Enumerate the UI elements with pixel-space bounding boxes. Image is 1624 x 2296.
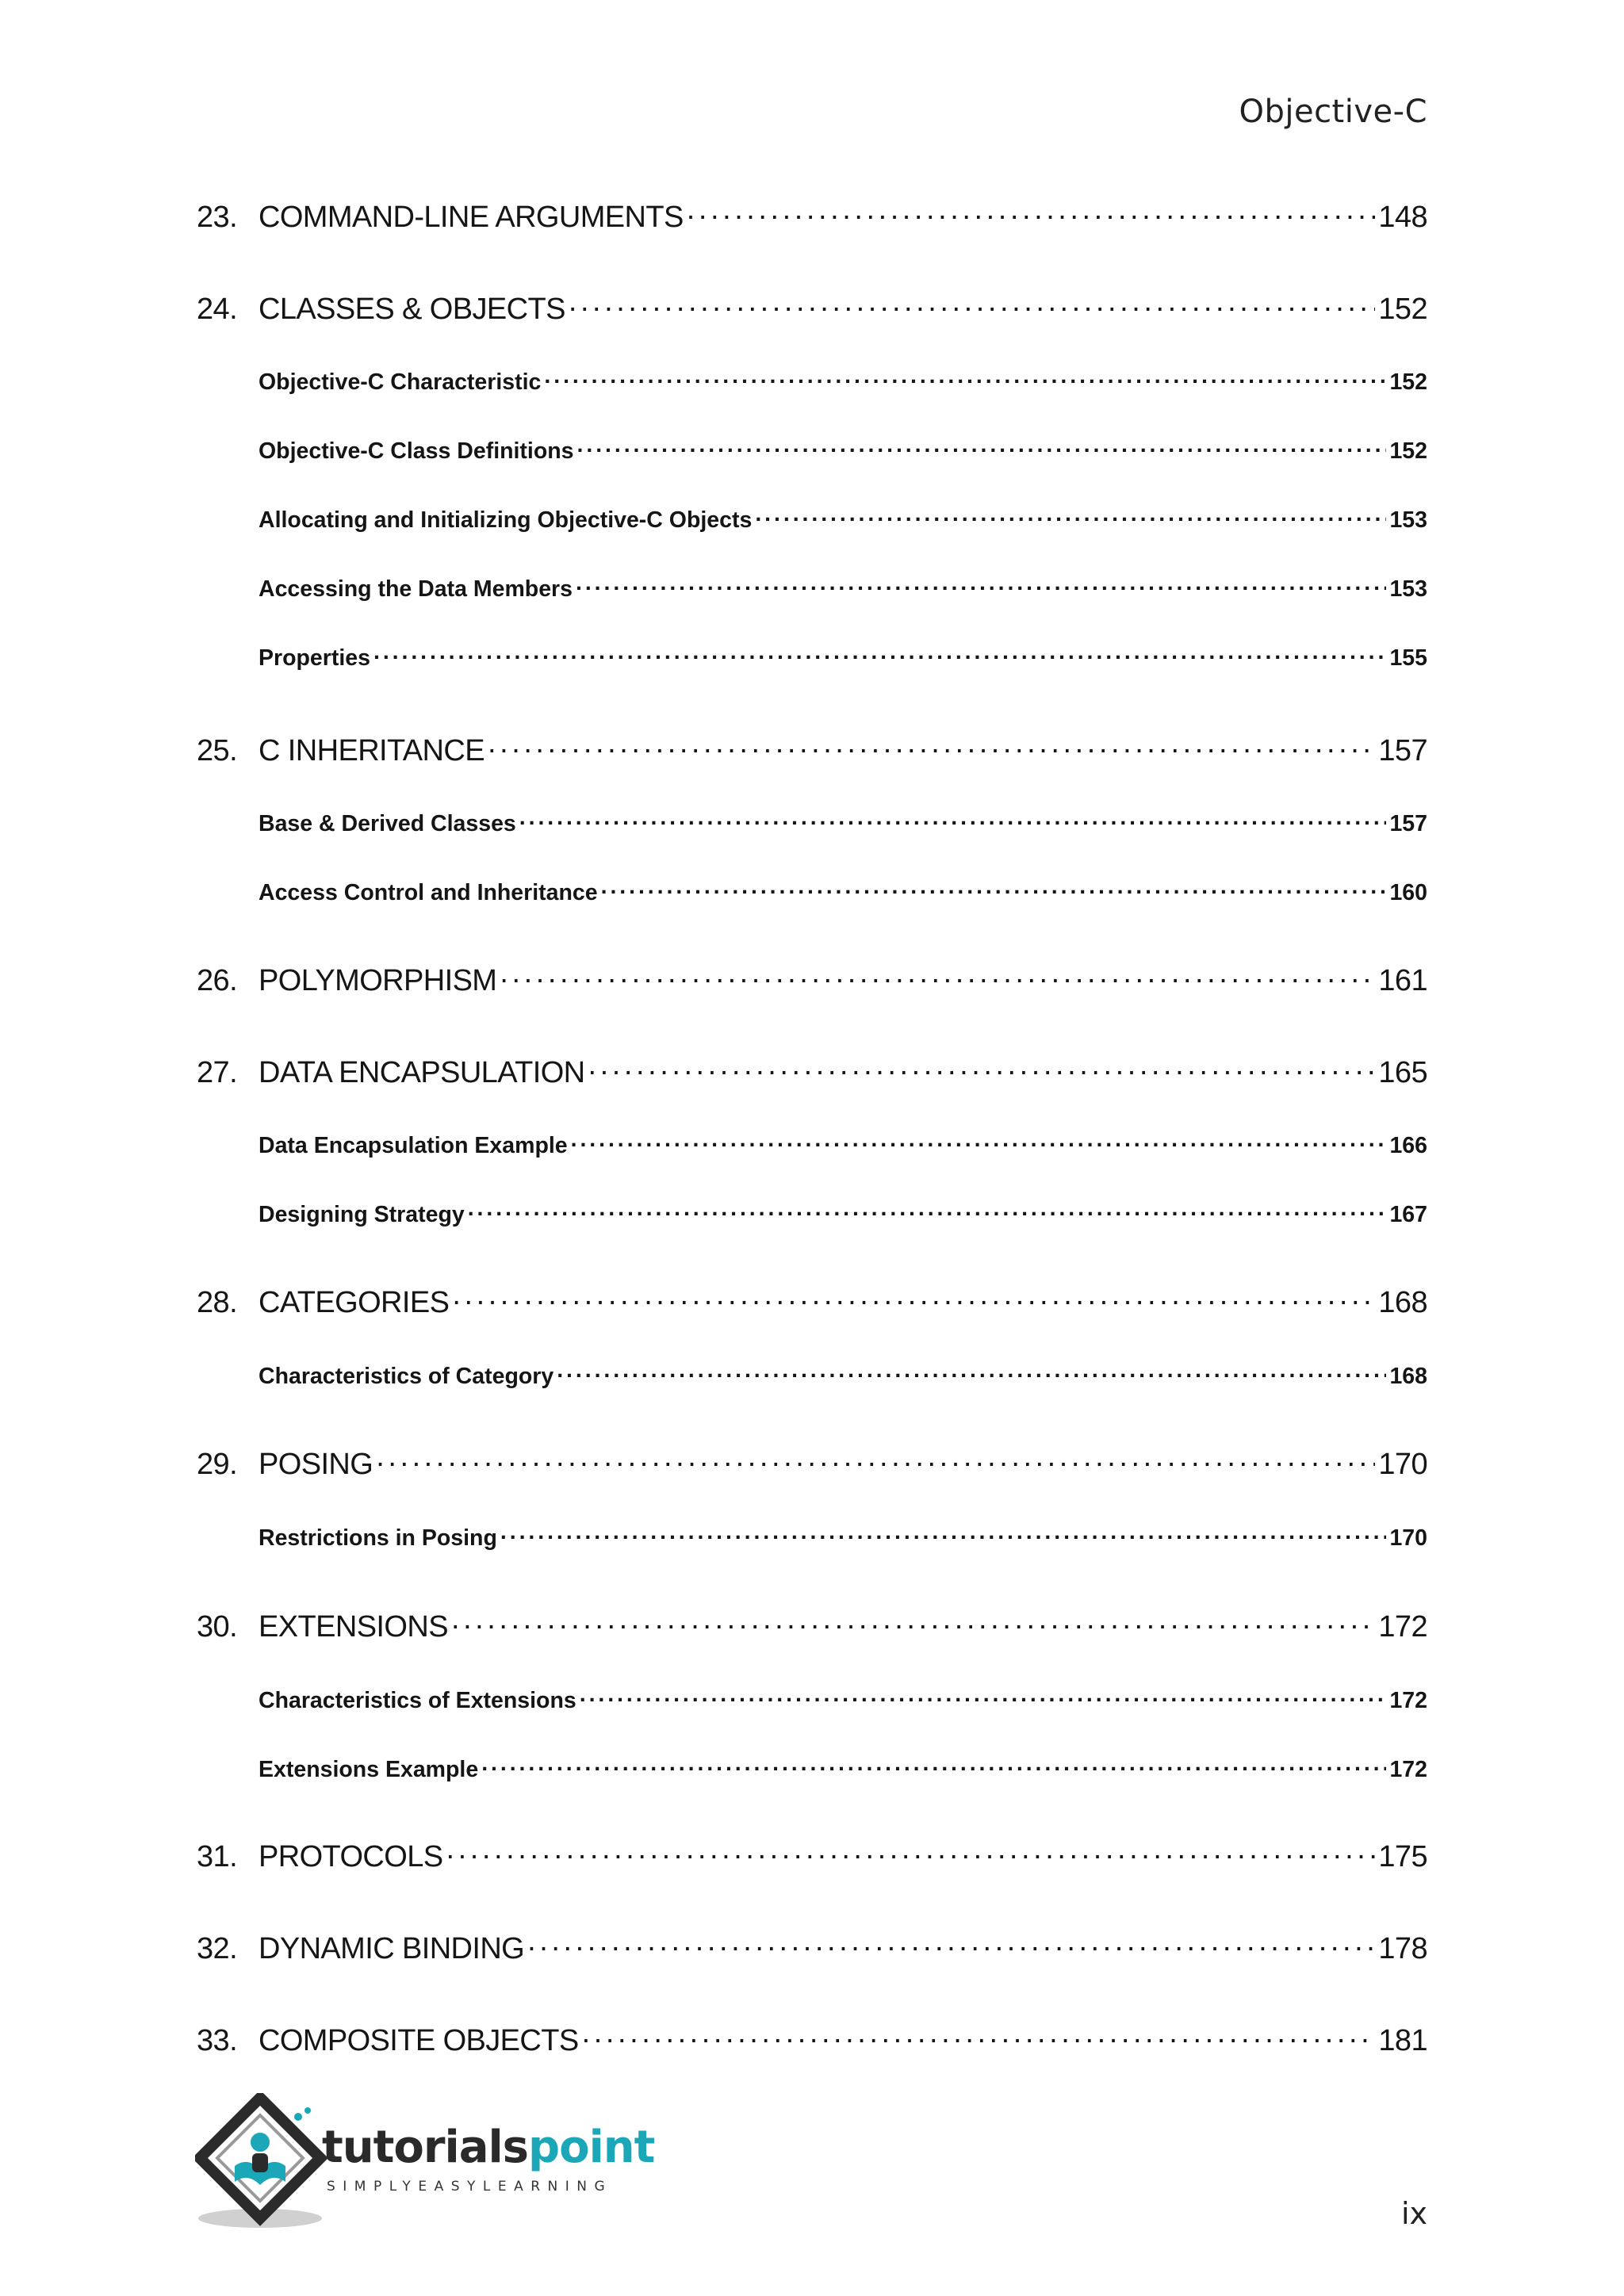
toc-entry-title: Characteristics of Category — [259, 1363, 554, 1389]
toc-entry-page: 181 — [1378, 2024, 1427, 2057]
toc-entry-title: Characteristics of Extensions — [259, 1687, 576, 1713]
toc-entry-title: DYNAMIC BINDING — [259, 1932, 525, 1965]
toc-entry-page: 172 — [1389, 1687, 1427, 1713]
toc-entry-page: 152 — [1378, 293, 1427, 326]
toc-entry-page: 172 — [1378, 1610, 1427, 1644]
toc-dot-leader — [687, 197, 1376, 227]
toc-entry-page: 172 — [1389, 1756, 1427, 1782]
toc-entry-page: 165 — [1378, 1056, 1427, 1089]
toc-chapter-entry[interactable] — [197, 1606, 1427, 1644]
toc-section-entry[interactable] — [259, 642, 1427, 672]
tutorialspoint-logo — [195, 2093, 655, 2232]
toc-chapter-entry[interactable] — [197, 2020, 1427, 2058]
toc-chapter-entry[interactable] — [197, 1444, 1427, 1482]
toc-dot-leader — [569, 289, 1376, 319]
toc-entry-page: 153 — [1389, 507, 1427, 533]
toc-chapter-number: 23. — [197, 201, 238, 234]
toc-chapter-entry[interactable] — [197, 960, 1427, 998]
toc-chapter-number: 31. — [197, 1840, 238, 1873]
toc-chapter-number: 30. — [197, 1610, 238, 1644]
toc-entry-title: CLASSES & OBJECTS — [259, 293, 565, 326]
toc-entry-page: 155 — [1389, 645, 1427, 671]
toc-entry-title: Objective-C Class Definitions — [259, 438, 574, 464]
toc-entry-page: 157 — [1378, 734, 1427, 767]
toc-entry-page: 170 — [1378, 1448, 1427, 1481]
toc-dot-leader — [588, 1052, 1376, 1082]
toc-dot-leader — [488, 730, 1375, 760]
toc-dot-leader — [446, 1836, 1376, 1866]
toc-dot-leader — [601, 877, 1387, 900]
toc-dot-leader — [481, 1754, 1386, 1777]
toc-dot-leader — [451, 1606, 1375, 1636]
logo-wordmark-part1: tutorials — [322, 2122, 529, 2173]
toc-entry-title: Restrictions in Posing — [259, 1525, 497, 1551]
toc-section-entry[interactable] — [259, 1360, 1427, 1390]
toc-chapter-entry[interactable] — [197, 1052, 1427, 1090]
toc-section-entry[interactable] — [259, 435, 1427, 465]
toc-entry-page: 152 — [1389, 369, 1427, 395]
toc-entry-page: 168 — [1378, 1286, 1427, 1319]
toc-entry-page: 152 — [1389, 438, 1427, 464]
toc-section-entry[interactable] — [259, 808, 1427, 837]
logo-tagline: SIMPLYEASYLEARNING — [327, 2179, 613, 2195]
toc-entry-page: 166 — [1389, 1132, 1427, 1158]
toc-dot-leader — [500, 1522, 1387, 1545]
toc-entry-page: 153 — [1389, 576, 1427, 602]
toc-section-entry[interactable] — [259, 1754, 1427, 1783]
logo-wordmark-part2: point — [528, 2122, 655, 2173]
toc-entry-title: Access Control and Inheritance — [259, 879, 598, 905]
toc-entry-page: 167 — [1389, 1201, 1427, 1227]
toc-entry-title: Extensions Example — [259, 1756, 479, 1782]
toc-entry-page: 178 — [1378, 1932, 1427, 1965]
logo-diamond-icon — [195, 2093, 330, 2232]
toc-section-entry[interactable] — [259, 1130, 1427, 1159]
toc-chapter-entry[interactable] — [197, 1836, 1427, 1874]
toc-chapter-number: 33. — [197, 2024, 238, 2057]
toc-dot-leader — [755, 504, 1386, 527]
toc-entry-title: COMMAND-LINE ARGUMENTS — [259, 201, 684, 234]
toc-entry-title: Objective-C Characteristic — [259, 369, 542, 395]
toc-dot-leader — [544, 366, 1386, 389]
toc-entry-page: 161 — [1378, 964, 1427, 997]
toc-dot-leader — [582, 2020, 1376, 2050]
toc-dot-leader — [468, 1199, 1387, 1222]
toc-entry-title: COMPOSITE OBJECTS — [259, 2024, 579, 2057]
toc-entry-title: Allocating and Initializing Objective-C Objects — [259, 507, 753, 533]
toc-entry-page: 148 — [1378, 201, 1427, 234]
toc-entry-title: CATEGORIES — [259, 1286, 450, 1319]
toc-entry-title: C INHERITANCE — [259, 734, 485, 767]
toc-chapter-number: 24. — [197, 293, 238, 326]
toc-chapter-number: 32. — [197, 1932, 238, 1965]
page-number: ix — [1400, 2196, 1427, 2231]
toc-chapter-entry[interactable] — [197, 197, 1427, 235]
toc-dot-leader — [580, 1685, 1387, 1708]
toc-entry-title: Designing Strategy — [259, 1201, 465, 1227]
toc-section-entry[interactable] — [259, 573, 1427, 603]
toc-dot-leader — [576, 573, 1386, 596]
toc-entry-page: 175 — [1378, 1840, 1427, 1873]
toc-section-entry[interactable] — [259, 1199, 1427, 1228]
toc-dot-leader — [500, 960, 1375, 990]
toc-entry-title: POLYMORPHISM — [259, 964, 497, 997]
toc-entry-title: POSING — [259, 1448, 373, 1481]
toc-entry-page: 170 — [1389, 1525, 1427, 1551]
toc-chapter-entry[interactable] — [197, 289, 1427, 327]
toc-entry-title: Accessing the Data Members — [259, 576, 573, 602]
toc-entry-title: PROTOCOLS — [259, 1840, 443, 1873]
toc-chapter-number: 27. — [197, 1056, 238, 1089]
toc-section-entry[interactable] — [259, 366, 1427, 396]
toc-entry-title: Data Encapsulation Example — [259, 1132, 568, 1158]
toc-dot-leader — [527, 1928, 1375, 1958]
toc-entry-title: Base & Derived Classes — [259, 810, 516, 836]
toc-chapter-number: 29. — [197, 1448, 238, 1481]
toc-section-entry[interactable] — [259, 877, 1427, 906]
toc-chapter-number: 28. — [197, 1286, 238, 1319]
toc-dot-leader — [519, 808, 1387, 831]
toc-entry-page: 157 — [1389, 810, 1427, 836]
toc-dot-leader — [577, 435, 1387, 458]
toc-dot-leader — [571, 1130, 1387, 1153]
toc-chapter-entry[interactable] — [197, 730, 1427, 768]
toc-entry-title: EXTENSIONS — [259, 1610, 448, 1644]
toc-dot-leader — [452, 1282, 1375, 1312]
toc-entry-page: 168 — [1389, 1363, 1427, 1389]
logo-wordmark — [322, 2122, 654, 2173]
toc-entry-title: Properties — [259, 645, 370, 671]
toc-section-entry[interactable] — [259, 1685, 1427, 1714]
toc-chapter-entry[interactable] — [197, 1282, 1427, 1320]
toc-dot-leader — [557, 1360, 1386, 1383]
toc-entry-title: DATA ENCAPSULATION — [259, 1056, 585, 1089]
toc-chapter-number: 26. — [197, 964, 238, 997]
toc-dot-leader — [373, 642, 1386, 665]
toc-chapter-entry[interactable] — [197, 1928, 1427, 1966]
running-header: Objective-C — [1239, 94, 1427, 130]
toc-chapter-number: 25. — [197, 734, 238, 767]
toc-section-entry[interactable] — [259, 1522, 1427, 1552]
toc-dot-leader — [376, 1444, 1375, 1474]
toc-section-entry[interactable] — [259, 504, 1427, 534]
toc-entry-page: 160 — [1389, 879, 1427, 905]
